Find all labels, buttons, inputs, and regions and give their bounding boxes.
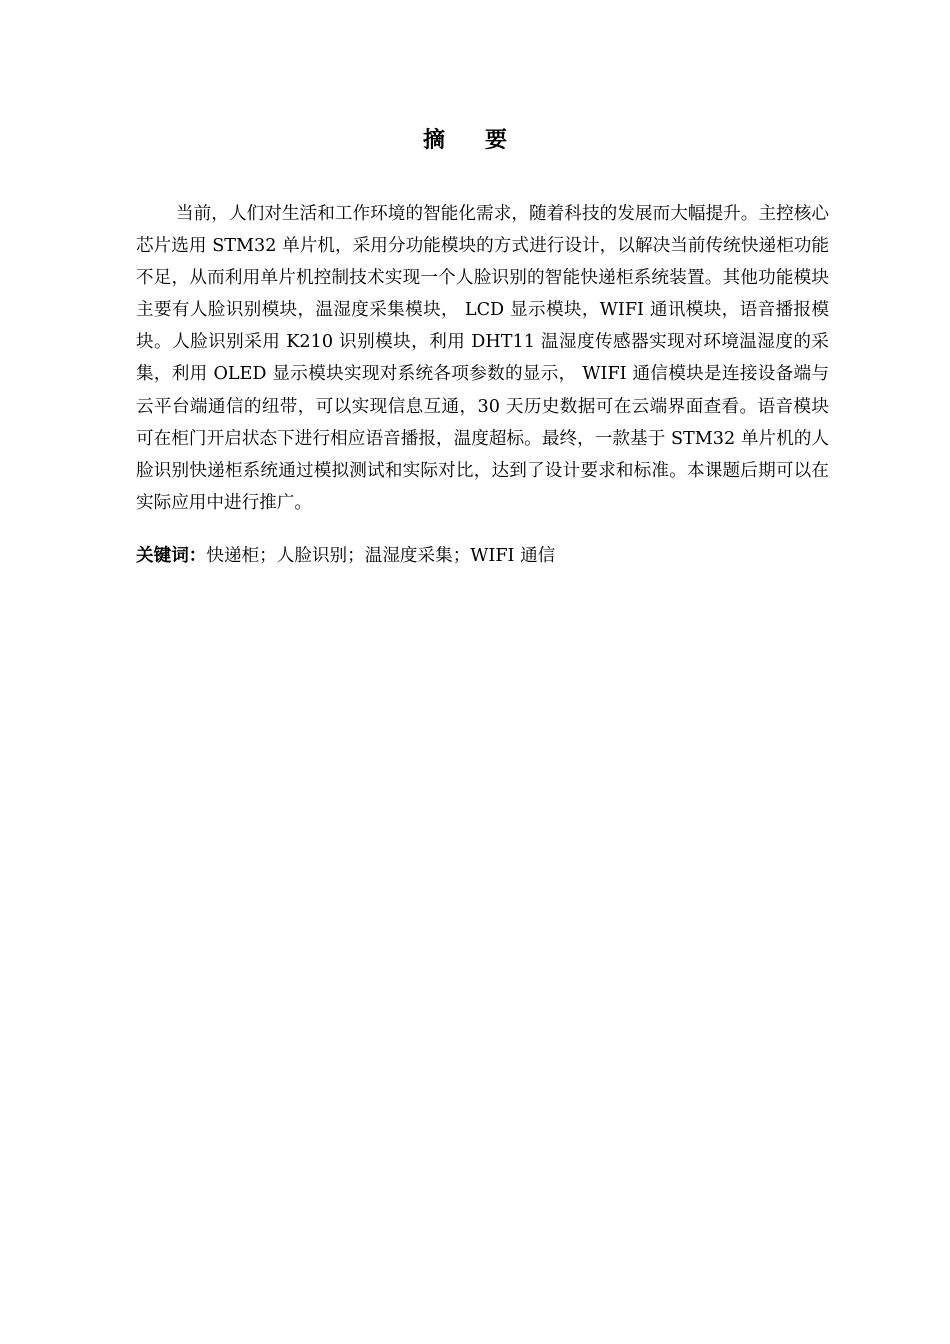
abstract-title: 摘要 [422,127,547,153]
abstract-body: 当前，人们对生活和工作环境的智能化需求，随着科技的发展而大幅提升。主控核心芯片选用 STM32 单片机，采用分功能模块的方式进行设计，以解决当前传统快递柜功能不足，从而利用单片机控制技术实现一个人脸识别的智能快递柜系统装置。其他功能模块主要有人脸识别模块，温湿度采集模块， LCD 显示模块，WIFI 通讯模块，语音播报模块。人脸识别采用 K210 识别模块，利用 DHT11 温湿度传感器实现对环境温湿度的采集，利用 OLED 显示模块实现对系统各项参数的显示， WIFI 通信模块是连接设备端与云平台端通信的纽带，可以实现信息互通，30 天历史数据可在云端界面查看。语音模块可在柜门开启状态下进行相应语音播报，温度超标。最终，一款基于 STM32 单片机的人脸识别快递柜系统通过模拟测试和实际对比，达到了设计要求和标准。本课题后期可以在实际应用中进行推广。 [136,204,829,513]
keywords-label: 关键词： [136,546,207,566]
keywords-line [136,542,829,570]
keywords-text: 快递柜；人脸识别；温湿度采集；WIFI 通信 [206,546,556,566]
